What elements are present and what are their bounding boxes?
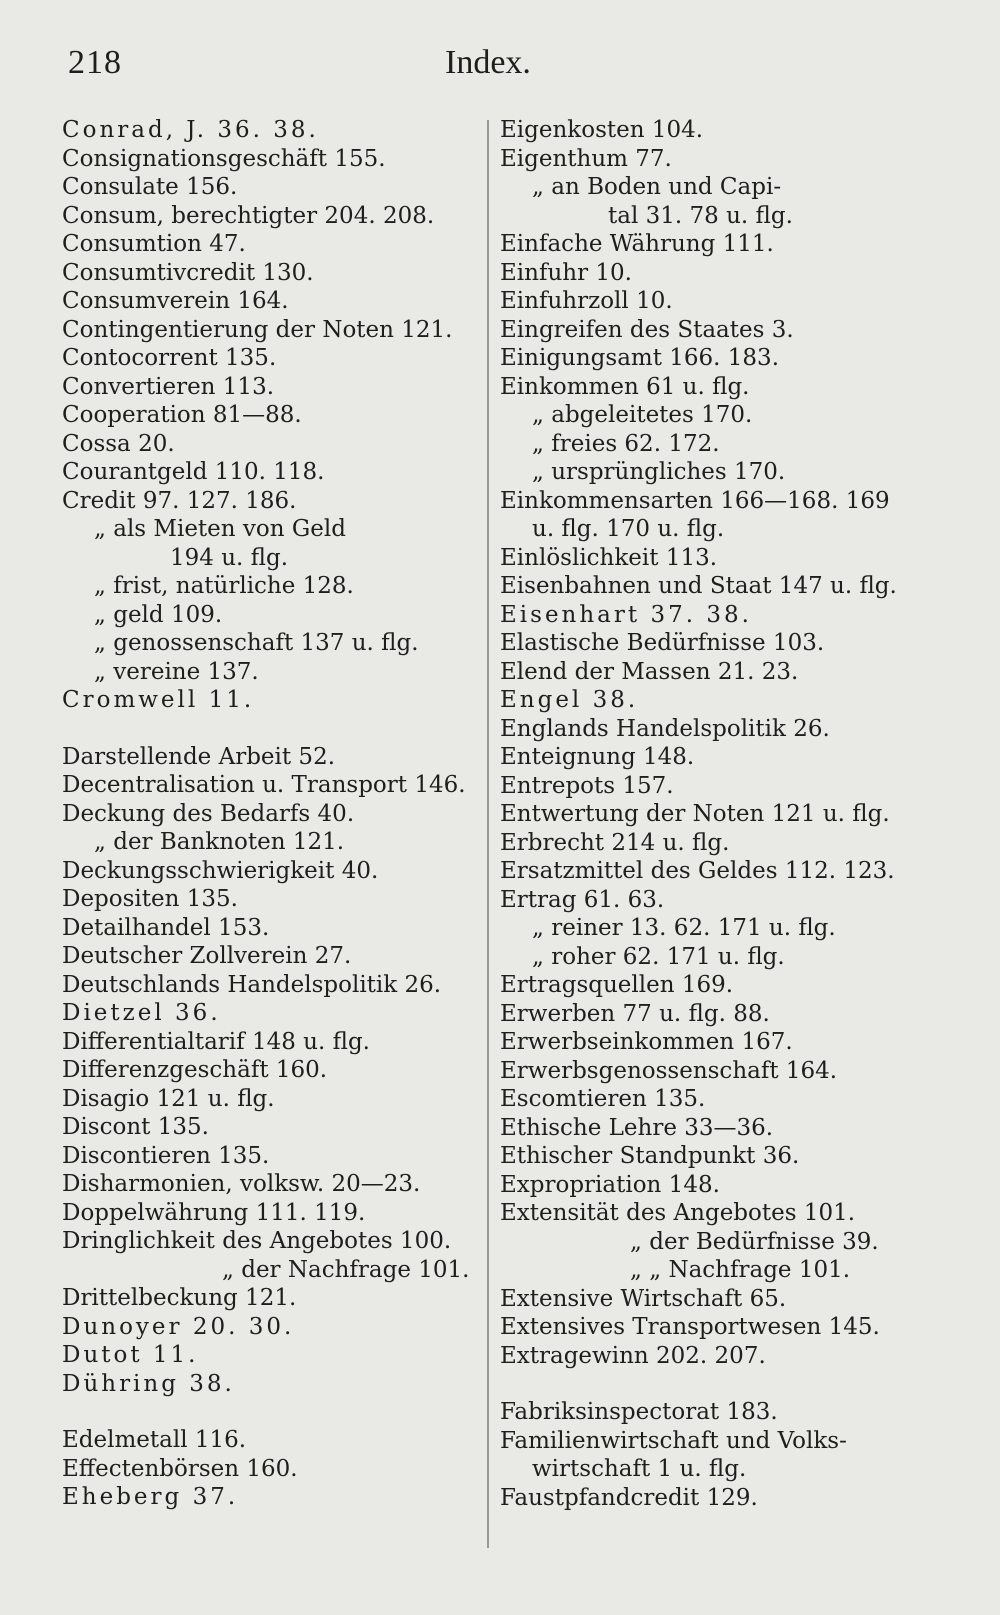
index-entry: Einlöslichkeit 113. (500, 544, 718, 571)
index-entry: Enteignung 148. (500, 744, 695, 770)
index-entry: Dunoyer 20. 30. (62, 1313, 295, 1340)
index-column-right (500, 116, 915, 1512)
index-entry: Consumtivcredit 130. (62, 259, 314, 286)
index-entry: Entwertung der Noten 121 u. flg. (500, 801, 890, 827)
index-entry: Differentialtarif 148 u. flg. (62, 1028, 370, 1055)
index-entry: „ ursprüngliches 170. (532, 459, 786, 485)
index-entry: Depositen 135. (62, 886, 238, 912)
index-entry: „ abgeleitetes 170. (532, 402, 753, 428)
index-entry: Eigenthum 77. (500, 145, 672, 172)
index-entry: Discontieren 135. (62, 1142, 270, 1169)
page-title: Index. (445, 44, 531, 81)
index-entry: „ an Boden und Capi- (532, 174, 782, 200)
index-entry: Deckung des Bedarfs 40. (62, 800, 355, 827)
index-entry: Darstellende Arbeit 52. (62, 743, 336, 770)
index-entry: Dringlichkeit des Angebotes 100. (62, 1228, 452, 1254)
index-entry: Dietzel 36. (62, 1000, 221, 1026)
index-entry: „ freies 62. 172. (532, 430, 720, 457)
index-entry: Einigungsamt 166. 183. (500, 345, 779, 371)
index-entry: Eisenhart 37. 38. (500, 601, 752, 628)
index-entry: Contocorrent 135. (62, 345, 277, 371)
index-entry: Erwerbseinkommen 167. (500, 1029, 793, 1055)
index-entry: Differenzgeschäft 160. (62, 1057, 328, 1083)
index-entry: Effectenbörsen 160. (62, 1455, 298, 1482)
index-entry: Doppelwährung 111. 119. (62, 1199, 366, 1226)
index-entry: Ertragsquellen 169. (500, 972, 734, 998)
index-entry: „ der Bedürfnisse 39. (630, 1228, 879, 1255)
index-entry: Courantgeld 110. 118. (62, 459, 325, 485)
index-entry: Expropriation 148. (500, 1171, 720, 1198)
index-entry: „ frist, natürliche 128. (94, 573, 354, 599)
index-entry: Cossa 20. (62, 430, 175, 457)
index-entry: Consumverein 164. (62, 288, 289, 314)
index-entry: Disagio 121 u. flg. (62, 1085, 275, 1112)
index-entry: Dühring 38. (62, 1370, 235, 1397)
index-entry: Extragewinn 202. 207. (500, 1342, 766, 1369)
index-entry: Cromwell 11. (62, 687, 255, 713)
index-entry: „ genossenschaft 137 u. flg. (94, 630, 419, 656)
index-entry: Fabriksinspectorat 183. (500, 1399, 778, 1425)
index-entry: „ der Banknoten 121. (94, 829, 345, 855)
index-entry: Einfuhr 10. (500, 259, 632, 286)
index-entry: Einkommensarten 166—168. 169 (500, 487, 890, 514)
index-entry: Convertieren 113. (62, 373, 275, 400)
index-entry: Einfuhrzoll 10. (500, 288, 673, 314)
index-entry: Contingentierung der Noten 121. (62, 316, 453, 343)
index-entry: Edelmetall 116. (62, 1427, 247, 1453)
index-entry: Einkommen 61 u. flg. (500, 373, 750, 400)
index-entry: Eingreifen des Staates 3. (500, 316, 794, 343)
index-entry: Elastische Bedürfnisse 103. (500, 630, 825, 656)
index-entry: Eisenbahnen und Staat 147 u. flg. (500, 573, 897, 599)
index-entry: Ersatzmittel des Geldes 112. 123. (500, 858, 895, 884)
index-entry: Englands Handelspolitik 26. (500, 715, 830, 742)
index-entry: Extensive Wirtschaft 65. (500, 1285, 787, 1312)
index-entry: Consignationsgeschäft 155. (62, 145, 386, 172)
index-entry: „ der Nachfrage 101. (222, 1256, 470, 1283)
index-entry: u. flg. 170 u. flg. (532, 516, 725, 542)
column-divider (487, 120, 489, 1548)
index-entry: Ethischer Standpunkt 36. (500, 1143, 800, 1169)
index-entry: Extensives Transportwesen 145. (500, 1314, 880, 1340)
index-entry: Ethische Lehre 33—36. (500, 1114, 774, 1141)
index-entry: Escomtieren 135. (500, 1086, 706, 1112)
index-entry: wirtschaft 1 u. flg. (532, 1456, 747, 1482)
index-entry: tal 31. 78 u. flg. (608, 202, 793, 229)
index-entry: „ vereine 137. (94, 658, 259, 685)
index-entry: Erwerbsgenossenschaft 164. (500, 1057, 838, 1084)
page-number: 218 (68, 44, 122, 81)
index-entry: Detailhandel 153. (62, 914, 270, 941)
index-entry: Cooperation 81—88. (62, 402, 302, 428)
index-entry: Consulate 156. (62, 174, 238, 200)
index-entry: Eigenkosten 104. (500, 117, 704, 143)
index-entry: 194 u. flg. (170, 544, 289, 571)
index-entry: Conrad, J. 36. 38. (62, 117, 319, 143)
index-entry: Deutschlands Handelspolitik 26. (62, 971, 442, 998)
index-entry: Elend der Massen 21. 23. (500, 658, 799, 685)
index-column-left (62, 116, 470, 1512)
index-entry: Faustpfandcredit 129. (500, 1484, 758, 1511)
index-entry: Ertrag 61. 63. (500, 886, 665, 913)
index-entry: „ „ Nachfrage 101. (630, 1257, 851, 1283)
index-entry: Engel 38. (500, 687, 639, 713)
index-entry: Extensität des Angebotes 101. (500, 1200, 856, 1226)
index-entry: Dutot 11. (62, 1342, 199, 1368)
index-entry: Erbrecht 214 u. flg. (500, 829, 730, 856)
index-entry: Consum, berechtigter 204. 208. (62, 202, 435, 229)
index-entry: Eheberg 37. (62, 1484, 239, 1510)
index-entry: „ roher 62. 171 u. flg. (532, 943, 785, 970)
index-entry: Consumtion 47. (62, 231, 246, 257)
index-entry: Drittelbeckung 121. (62, 1285, 297, 1311)
index-entry: Einfache Währung 111. (500, 231, 774, 257)
index-entry: Familienwirtschaft und Volks- (500, 1427, 847, 1454)
index-entry: Disharmonien, volksw. 20—23. (62, 1171, 421, 1197)
index-entry: Entrepots 157. (500, 772, 674, 799)
index-entry: Deckungsschwierigkeit 40. (62, 857, 379, 884)
index-entry: „ geld 109. (94, 601, 223, 628)
index-entry: „ reiner 13. 62. 171 u. flg. (532, 915, 836, 941)
index-entry: Deutscher Zollverein 27. (62, 943, 352, 969)
index-entry: Erwerben 77 u. flg. 88. (500, 1000, 770, 1027)
index-entry: Discont 135. (62, 1114, 209, 1140)
index-entry: Credit 97. 127. 186. (62, 487, 297, 514)
index-entry: „ als Mieten von Geld (94, 516, 346, 542)
index-entry: Decentralisation u. Transport 146. (62, 772, 466, 798)
